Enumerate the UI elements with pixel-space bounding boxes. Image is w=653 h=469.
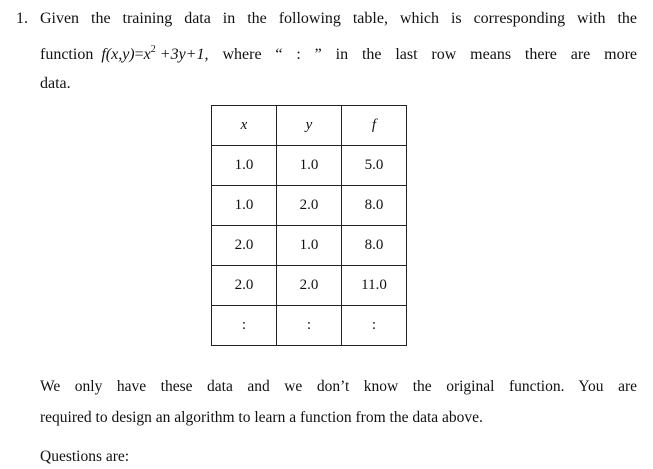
table-cell: 2.0 — [277, 266, 342, 306]
table-cell: 1.0 — [277, 146, 342, 186]
table-cell: 5.0 — [342, 146, 407, 186]
formula-x: x — [143, 46, 151, 63]
header-f: f — [342, 106, 407, 146]
formula-rest: +3y+1, — [155, 46, 209, 63]
table-cell: 1.0 — [212, 146, 277, 186]
table-cell: : — [212, 306, 277, 346]
table-cell: 8.0 — [342, 186, 407, 226]
header-x: x — [212, 106, 277, 146]
body-line-1: We only have these data and we don’t know the original function. You are — [40, 378, 637, 395]
formula-lhs: f(x,y) — [101, 46, 135, 63]
table-row — [212, 226, 407, 266]
body-line-2: required to design an algorithm to learn a function from the data above. — [40, 409, 483, 426]
table-cell: 8.0 — [342, 226, 407, 266]
header-y: y — [277, 106, 342, 146]
table-row — [212, 266, 407, 306]
formula — [101, 40, 208, 65]
table-header-row — [212, 106, 407, 146]
table-cell: 2.0 — [212, 266, 277, 306]
table-cell: 2.0 — [277, 186, 342, 226]
table-row — [212, 186, 407, 226]
table-row — [212, 146, 407, 186]
question-line-2-suffix: where “ : ” in the last row means there are more — [222, 46, 637, 63]
table-cell: : — [342, 306, 407, 346]
questions-label: Questions are: — [40, 448, 130, 465]
table-row — [212, 306, 407, 346]
formula-exponent: 2 — [150, 44, 156, 55]
question-line-3: data. — [40, 75, 71, 92]
question-line-1: 1. Given the training data in the following table, which is corresponding with the — [16, 10, 637, 27]
table-cell: 1.0 — [212, 186, 277, 226]
question-line-2 — [40, 40, 637, 65]
function-word: function — [40, 46, 94, 63]
table-cell: 2.0 — [212, 226, 277, 266]
table-cell: : — [277, 306, 342, 346]
table-cell: 1.0 — [277, 226, 342, 266]
table-body — [212, 146, 407, 346]
table-cell: 11.0 — [342, 266, 407, 306]
training-data-table — [211, 105, 407, 346]
formula-eq: = — [134, 46, 144, 63]
